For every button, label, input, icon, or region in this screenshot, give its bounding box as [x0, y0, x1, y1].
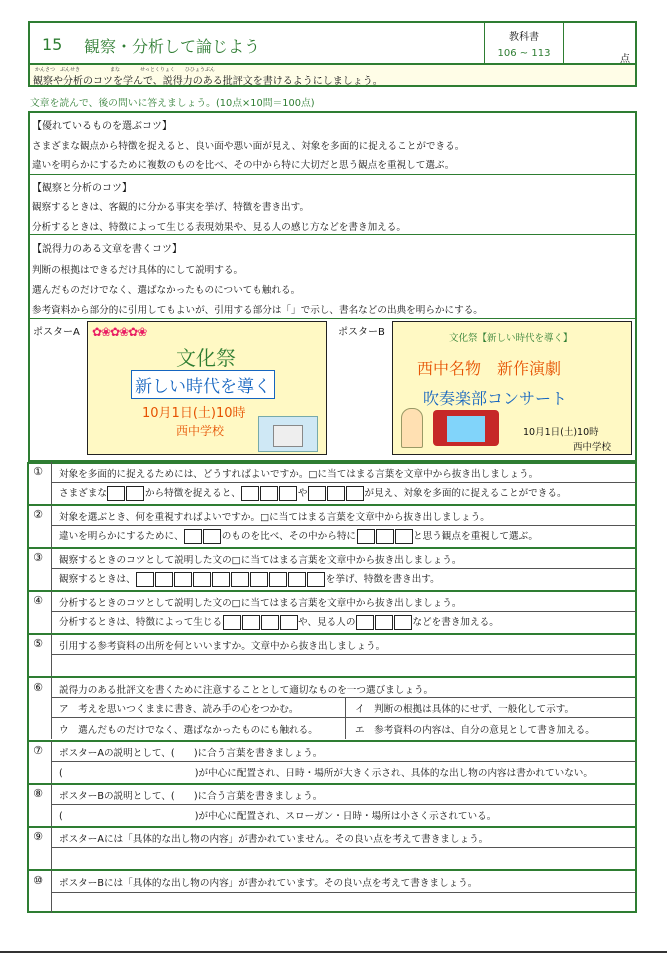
answer-line: 分析するときは、特徴によって生じる や、見る人の などを書き加える。 [59, 614, 499, 630]
poster-a-label: ポスターA [33, 327, 80, 338]
answer-box[interactable] [126, 486, 144, 501]
passage-divider-2 [30, 234, 635, 235]
section-line: 分析するときは、特徴によって生じる表現効果や、見る人の感じ方などを書き加える。 [32, 222, 406, 233]
poster-b-school: 西中学校 [573, 442, 612, 453]
question-text: 引用する参考資料の出所を何といいますか。文章中から抜き出しましょう。 [59, 641, 386, 652]
answer-line: 観察するときは、 を挙げ、特徴を書き出す。 [59, 571, 440, 587]
section-line: 参考資料から部分的に引用してもよいが、引用する部分は「」で示し、書名などの出典を明らかにする。 [32, 305, 483, 316]
question-number: ③ [33, 551, 43, 564]
answer-box[interactable] [375, 615, 393, 630]
answer-field[interactable] [53, 848, 636, 867]
instruction: 文章を読んで、後の問いに答えましょう。(10点×10問＝100点) [30, 98, 315, 109]
answer-box[interactable] [260, 486, 278, 501]
answer-line: ( )が中心に配置され、日時・場所が大きく示され、具体的な出し物の内容は書かれていない。 [59, 768, 593, 779]
school-building-icon [258, 416, 318, 452]
answer-box[interactable] [241, 486, 259, 501]
answer-box[interactable] [242, 615, 260, 630]
answer-box[interactable] [395, 529, 413, 544]
question-1 [27, 462, 638, 504]
question-text: 分析するときのコツとして説明した文の□に当てはまる言葉を文章中から抜き出しましょう。 [59, 598, 462, 609]
answer-line: さまざまな から特徴を捉えると、 や が見え、対象を多面的に捉えることができる。 [59, 485, 567, 501]
flower-pots-icon: ✿❀✿❀✿❀ [92, 325, 147, 339]
choice-i[interactable]: イ 判断の根拠は具体的にせず、一般化して示す。 [355, 704, 575, 715]
question-text: ポスターAには「具体的な出し物の内容」が書かれていません。その良い点を考えて書きましょう。 [59, 834, 489, 845]
textbook-pages: 106 ~ 113 [497, 48, 551, 59]
section-line: 違いを明らかにするために複数のものを比べ、その中から特に大切だと思う観点を重視して選ぶ。 [32, 160, 455, 171]
answer-box[interactable] [155, 572, 173, 587]
question-number: ④ [33, 594, 43, 607]
question-8 [27, 784, 638, 826]
objective-ruby: かんさつ ぶんせき まな せっとくりょく ひひょうぶん [35, 67, 215, 73]
section-line: 選んだものだけでなく、選ばなかったものについても触れる。 [32, 285, 301, 296]
saxophone-player-icon [401, 408, 423, 448]
question-number: ⑦ [33, 744, 43, 757]
section-title: 【観察と分析のコツ】 [32, 183, 132, 194]
question-number: ⑩ [33, 874, 43, 887]
lesson-number: 15 [42, 35, 63, 54]
question-number: ① [33, 465, 43, 478]
question-number: ② [33, 508, 43, 521]
answer-box[interactable] [356, 615, 374, 630]
page-bottom-rule [0, 951, 667, 953]
question-number: ⑨ [33, 830, 43, 843]
answer-box[interactable] [394, 615, 412, 630]
question-text: 観察するときのコツとして説明した文の□に当てはまる言葉を文章中から抜き出しましょう。 [59, 555, 462, 566]
question-4 [27, 591, 638, 633]
score-unit: 点 [620, 54, 630, 65]
answer-box[interactable] [280, 615, 298, 630]
answer-box[interactable] [250, 572, 268, 587]
answer-box[interactable] [223, 615, 241, 630]
answer-box[interactable] [136, 572, 154, 587]
question-text: 対象を多面的に捉えるためには、どうすればよいですか。□に当てはまる言葉を文章中から抜き出しましょう。 [59, 469, 539, 480]
poster-b-label: ポスターB [338, 327, 385, 338]
answer-box[interactable] [107, 486, 125, 501]
objective-text: 観察や分析のコツを学んで、説得力のある批評文を書けるようにしましょう。 [33, 76, 383, 87]
choice-a[interactable]: ア 考えを思いつくままに書き、読み手の心をつかむ。 [59, 704, 299, 715]
question-number: ⑤ [33, 637, 43, 650]
question-text: ポスターAの説明として、( )に合う言葉を書きましょう。 [59, 748, 323, 759]
passage-divider-3 [30, 318, 635, 319]
answer-box[interactable] [174, 572, 192, 587]
answer-box[interactable] [261, 615, 279, 630]
answer-box[interactable] [327, 486, 345, 501]
answer-line: 違いを明らかにするために、 のものを比べ、その中から特に と思う観点を重視して選ぶ。 [59, 528, 538, 544]
answer-box[interactable] [376, 529, 394, 544]
poster-a-school: 西中学校 [176, 424, 225, 438]
question-text: ポスターBには「具体的な出し物の内容」が書かれています。その良い点を考えて書きましょう。 [59, 878, 478, 889]
section-line: さまざまな観点から特徴を捉えると、良い面や悪い面が見え、対象を多面的に捉えることができる。 [32, 141, 465, 152]
answer-box[interactable] [269, 572, 287, 587]
page-title: 観察・分析して論じよう [84, 37, 261, 56]
choice-e[interactable]: エ 参考資料の内容は、自分の意見として書き加える。 [355, 725, 595, 736]
question-6 [27, 677, 638, 739]
poster-a-date: 10月1日(土)10時 [142, 406, 246, 421]
poster-b-header: 文化祭【新しい時代を導く】 [449, 333, 573, 344]
answer-box[interactable] [203, 529, 221, 544]
question-3 [27, 548, 638, 590]
answer-box[interactable] [279, 486, 297, 501]
answer-box[interactable] [357, 529, 375, 544]
answer-box[interactable] [346, 486, 364, 501]
poster-b-date: 10月1日(土)10時 [523, 427, 599, 438]
question-number: ⑥ [33, 681, 43, 694]
poster-b-line2: 吹奏楽部コンサート [423, 389, 568, 408]
answer-box[interactable] [231, 572, 249, 587]
question-text: 対象を選ぶとき、何を重視すればよいですか。□に当てはまる言葉を文章中から抜き出しましょう。 [59, 512, 490, 523]
section-title: 【優れているものを選ぶコツ】 [32, 121, 172, 132]
poster-b-line1: 西中名物 新作演劇 [417, 359, 562, 378]
answer-field[interactable] [53, 893, 636, 911]
section-line: 判断の根拠はできるだけ具体的にして説明する。 [32, 265, 244, 276]
question-2 [27, 505, 638, 547]
choice-u[interactable]: ウ 選んだものだけでなく、選ばなかったものにも触れる。 [59, 725, 318, 736]
question-number: ⑧ [33, 787, 43, 800]
question-9 [27, 827, 638, 869]
question-7 [27, 741, 638, 783]
poster-a-slogan: 新しい時代を導く [131, 370, 275, 399]
answer-box[interactable] [308, 486, 326, 501]
textbook-label: 教科書 [509, 32, 539, 43]
stage-actors-icon [433, 410, 499, 446]
poster-b [392, 321, 632, 455]
poster-a [87, 321, 327, 455]
answer-line: ( )が中心に配置され、スローガン・日時・場所は小さく示されている。 [59, 811, 497, 822]
answer-box[interactable] [307, 572, 325, 587]
answer-box[interactable] [212, 572, 230, 587]
question-text: ポスターBの説明として、( )に合う言葉を書きましょう。 [59, 791, 323, 802]
question-10 [27, 870, 638, 913]
answer-field[interactable] [53, 655, 636, 674]
answer-box[interactable] [184, 529, 202, 544]
answer-box[interactable] [193, 572, 211, 587]
section-line: 観察するときは、客観的に分かる事実を挙げ、特徴を書き出す。 [32, 202, 310, 213]
question-5 [27, 634, 638, 676]
passage-divider-1 [30, 174, 635, 175]
answer-box[interactable] [288, 572, 306, 587]
poster-a-title: 文化祭 [176, 346, 236, 370]
question-text: 説得力のある批評文を書くために注意することとして適切なものを一つ選びましょう。 [59, 685, 434, 696]
section-title: 【説得力のある文章を書くコツ】 [32, 244, 182, 255]
